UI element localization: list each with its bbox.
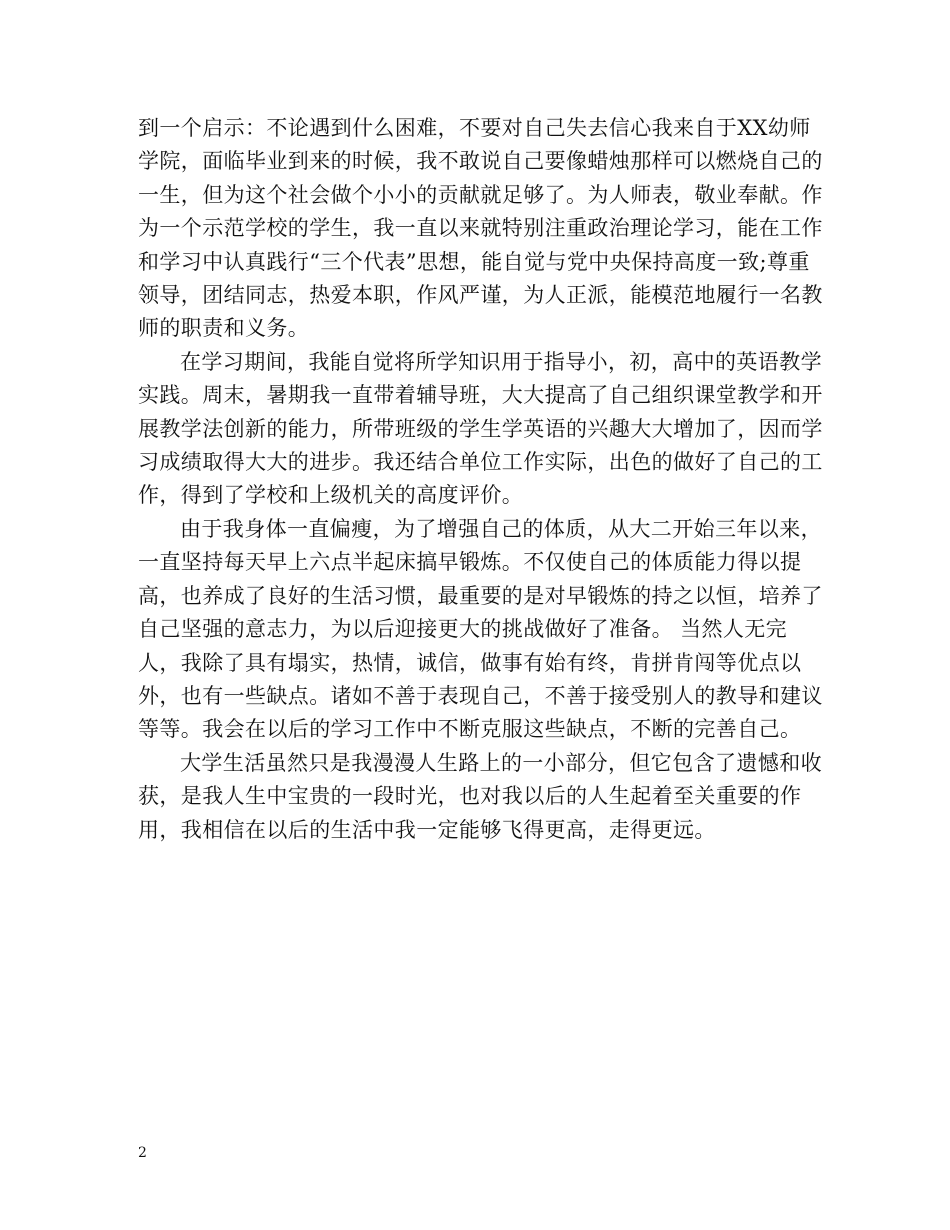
- paragraph-4: 大学生活虽然只是我漫漫人生路上的一小部分，但它包含了遗憾和收获，是我人生中宝贵的一段时光，也对我以后的人生起着至关重要的作用，我相信在以后的生活中我一定能够飞得更高，走得更远。: [138, 750, 822, 842]
- page-number: 2: [138, 1145, 147, 1161]
- paragraph-2: 在学习期间，我能自觉将所学知识用于指导小，初，高中的英语教学实践。周末，暑期我一直带着辅导班，大大提高了自己组织课堂教学和开展教学法创新的能力，所带班级的学生学英语的兴趣大大增加了，因而学习成绩取得大大的进步。我还结合单位工作实际，出色的做好了自己的工作，得到了学校和上级机关的高度评价。: [138, 349, 823, 508]
- paragraph-1: 到一个启示：不论遇到什么困难，不要对自己失去信心我来自于XX幼师学院，面临毕业到来的时候，我不敢说自己要像蜡烛那样可以燃烧自己的一生，但为这个社会做个小小的贡献就足够了。为人师表，敬业奉献。作为一个示范学校的学生，我一直以来就特别注重政治理论学习，能在工作和学习中认真践行“三个代表”思想，能自觉与党中央保持高度一致;尊重领导，团结同志，热爱本职，作风严谨，为人正派，能模范地履行一名教师的职责和义务。: [138, 116, 823, 341]
- document-body: [138, 112, 828, 847]
- paragraph-3: 由于我身体一直偏瘦，为了增强自己的体质，从大二开始三年以来，一直坚持每天早上六点半起床搞早锻炼。不仅使自己的体质能力得以提高，也养成了良好的生活习惯，最重要的是对早锻炼的持之以恒，培养了自己坚强的意志力，为以后迎接更大的挑战做好了准备。 当然人无完人，我除了具有塌实，热情，诚信，做事有始有终，肯拼肯闯等优点以外，也有一些缺点。诸如不善于表现自己，不善于接受别人的教导和建议等等。我会在以后的学习工作中不断克服这些缺点，不断的完善自己。: [138, 516, 823, 742]
